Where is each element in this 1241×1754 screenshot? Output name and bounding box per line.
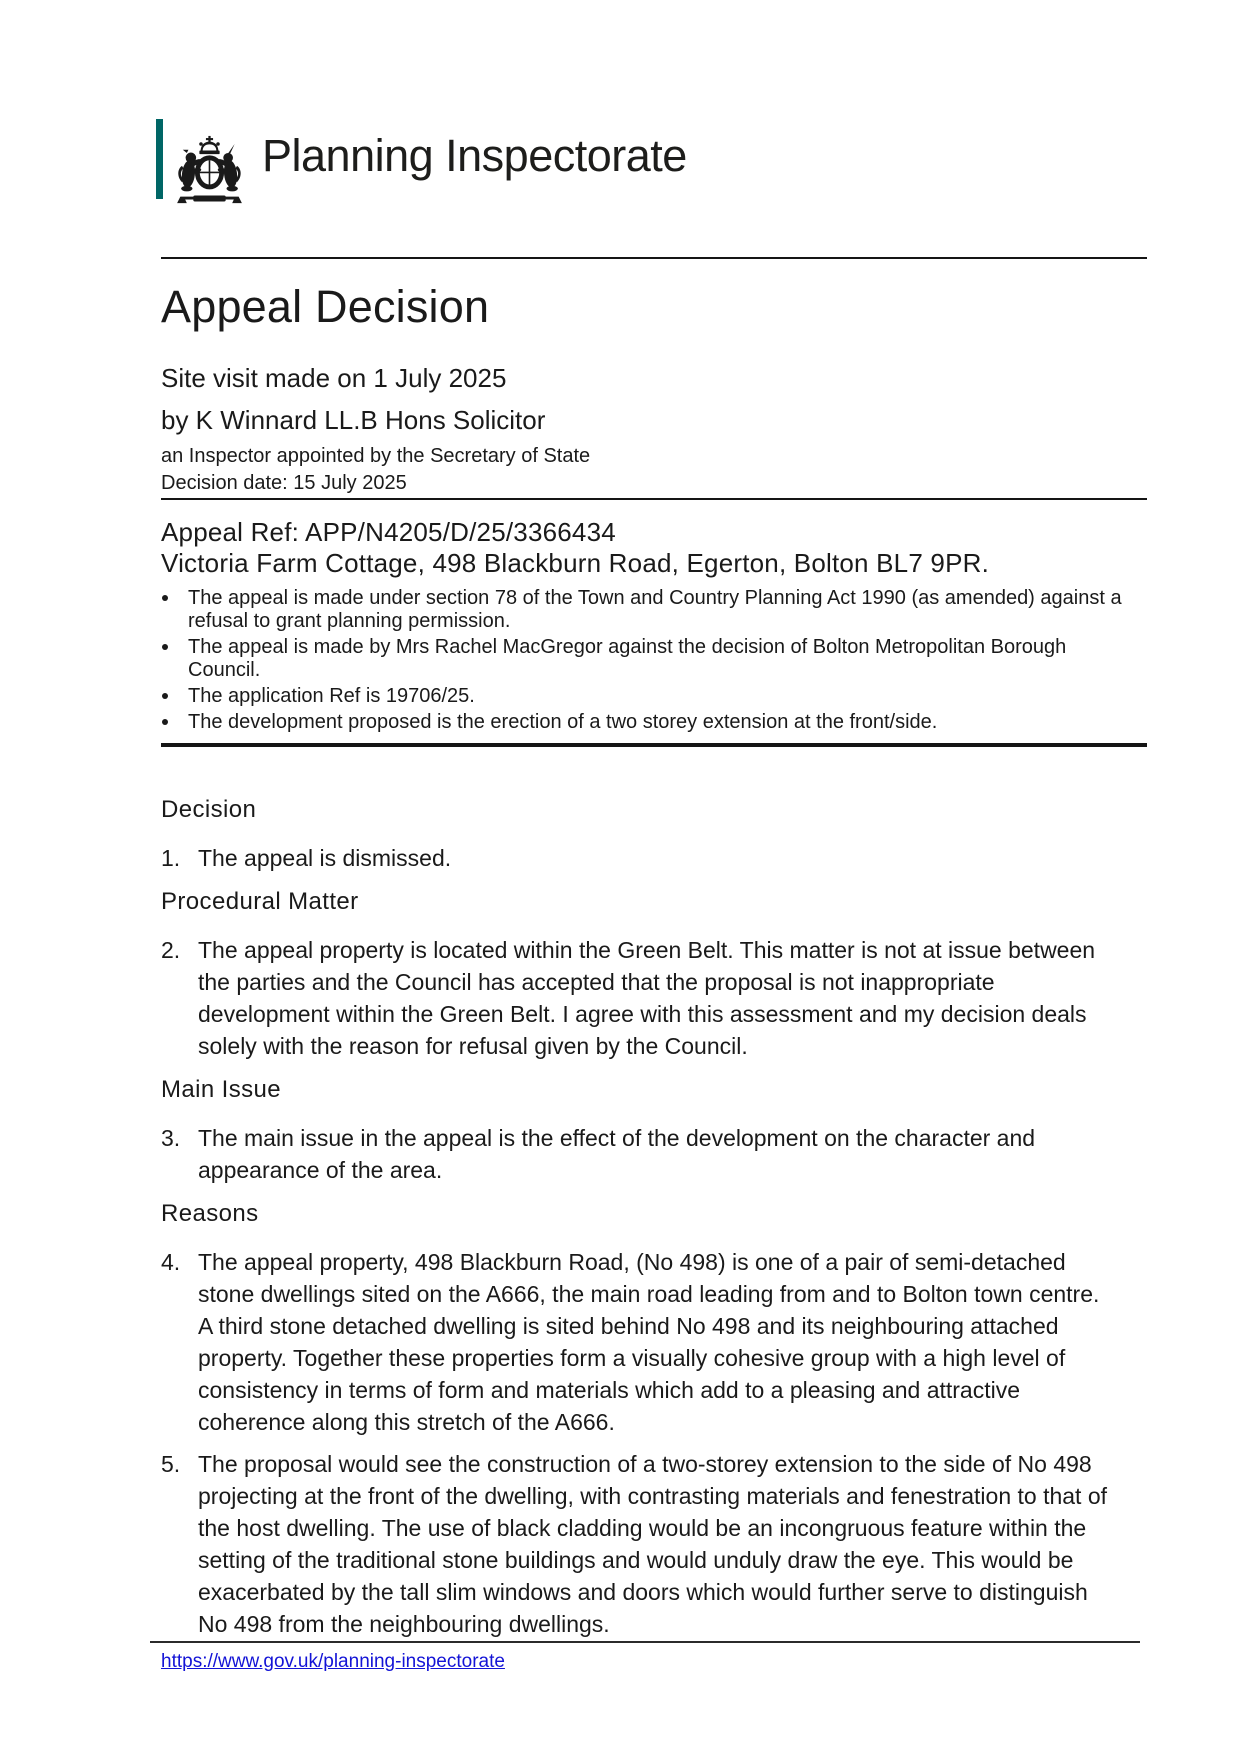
footer-link[interactable]: https://www.gov.uk/planning-inspectorate [161, 1651, 505, 1672]
paragraph-number: 3. [161, 1125, 181, 1151]
bullet-icon [161, 587, 188, 633]
header-divider [161, 257, 1147, 259]
paragraph-text: The main issue in the appeal is the effect of the development on the character and appearance of the area. [198, 1125, 1036, 1183]
section-divider [161, 743, 1147, 747]
list-item [161, 685, 1147, 708]
bullet-icon [161, 685, 188, 708]
paragraph-text: The appeal is dismissed. [198, 845, 452, 871]
numbered-paragraph [161, 1122, 1147, 1186]
numbered-paragraph [161, 934, 1147, 1062]
list-item-text: The appeal is made under section 78 of the Town and Country Planning Act 1990 (as amended) against a refusal to grant planning permission. [188, 587, 1122, 632]
paragraph-number: 2. [161, 937, 181, 963]
paragraph-number: 4. [161, 1249, 181, 1275]
footer-divider [150, 1641, 1140, 1643]
paragraph-text: The proposal would see the construction of a two-storey extension to the side of No 498 projecting at the front of the dwelling, with contrasting materials and fenestration to that of the host dwelling. The use of black cladding would be an incongruous feature within the setting of the traditional stone buildings and would unduly draw the eye. This would be exacerbated by the tall slim windows and doors which would further serve to distinguish No 498 from the neighbouring dwellings. [198, 1451, 1108, 1637]
bullet-icon [161, 636, 188, 682]
section-heading-procedural-matter: Procedural Matter [161, 888, 359, 915]
document-body [161, 0, 1147, 1650]
paragraph-number: 1. [161, 845, 181, 871]
decision-date: Decision date: 15 July 2025 [161, 471, 1147, 500]
numbered-paragraph [161, 842, 1147, 874]
page-title: Appeal Decision [161, 281, 490, 332]
list-item [161, 587, 1147, 633]
appeal-site-address: Victoria Farm Cottage, 498 Blackburn Road, Egerton, Bolton BL7 9PR. [161, 548, 990, 578]
section-heading-decision: Decision [161, 796, 257, 823]
inspector-role: an Inspector appointed by the Secretary of State [161, 445, 591, 467]
list-item-text: The development proposed is the erection of a two storey extension at the front/side. [188, 711, 938, 733]
site-visit-date: Site visit made on 1 July 2025 [161, 363, 507, 393]
list-item-text: The application Ref is 19706/25. [188, 685, 475, 707]
org-wordmark: Planning Inspectorate [262, 130, 687, 181]
paragraph-number: 5. [161, 1451, 181, 1477]
list-item [161, 636, 1147, 682]
section-heading-main-issue: Main Issue [161, 1076, 282, 1103]
numbered-paragraph [161, 1448, 1147, 1640]
list-item [161, 711, 1147, 734]
inspector-name: by K Winnard LL.B Hons Solicitor [161, 405, 546, 435]
appeal-reference: Appeal Ref: APP/N4205/D/25/3366434 [161, 517, 616, 547]
section-heading-reasons: Reasons [161, 1200, 259, 1227]
numbered-paragraph [161, 1246, 1147, 1438]
list-item-text: The appeal is made by Mrs Rachel MacGregor against the decision of Bolton Metropolitan Borough Council. [188, 636, 1067, 681]
paragraph-text: The appeal property, 498 Blackburn Road, (No 498) is one of a pair of semi-detached stone dwellings sited on the A666, the main road leading from and to Bolton town centre. A third stone detached dwelling is sited behind No 498 and its neighbouring attached property. Together these properties form a visually cohesive group with a high level of consistency in terms of form and materials which add to a pleasing and attractive coherence along this stretch of the A666. [198, 1249, 1100, 1435]
bullet-icon [161, 711, 188, 734]
appeal-details-list [161, 587, 1147, 734]
paragraph-text: The appeal property is located within the Green Belt. This matter is not at issue between the parties and the Council has accepted that the proposal is not inappropriate development within the Green Belt. I agree with this assessment and my decision deals solely with the reason for refusal given by the Council. [198, 937, 1096, 1059]
